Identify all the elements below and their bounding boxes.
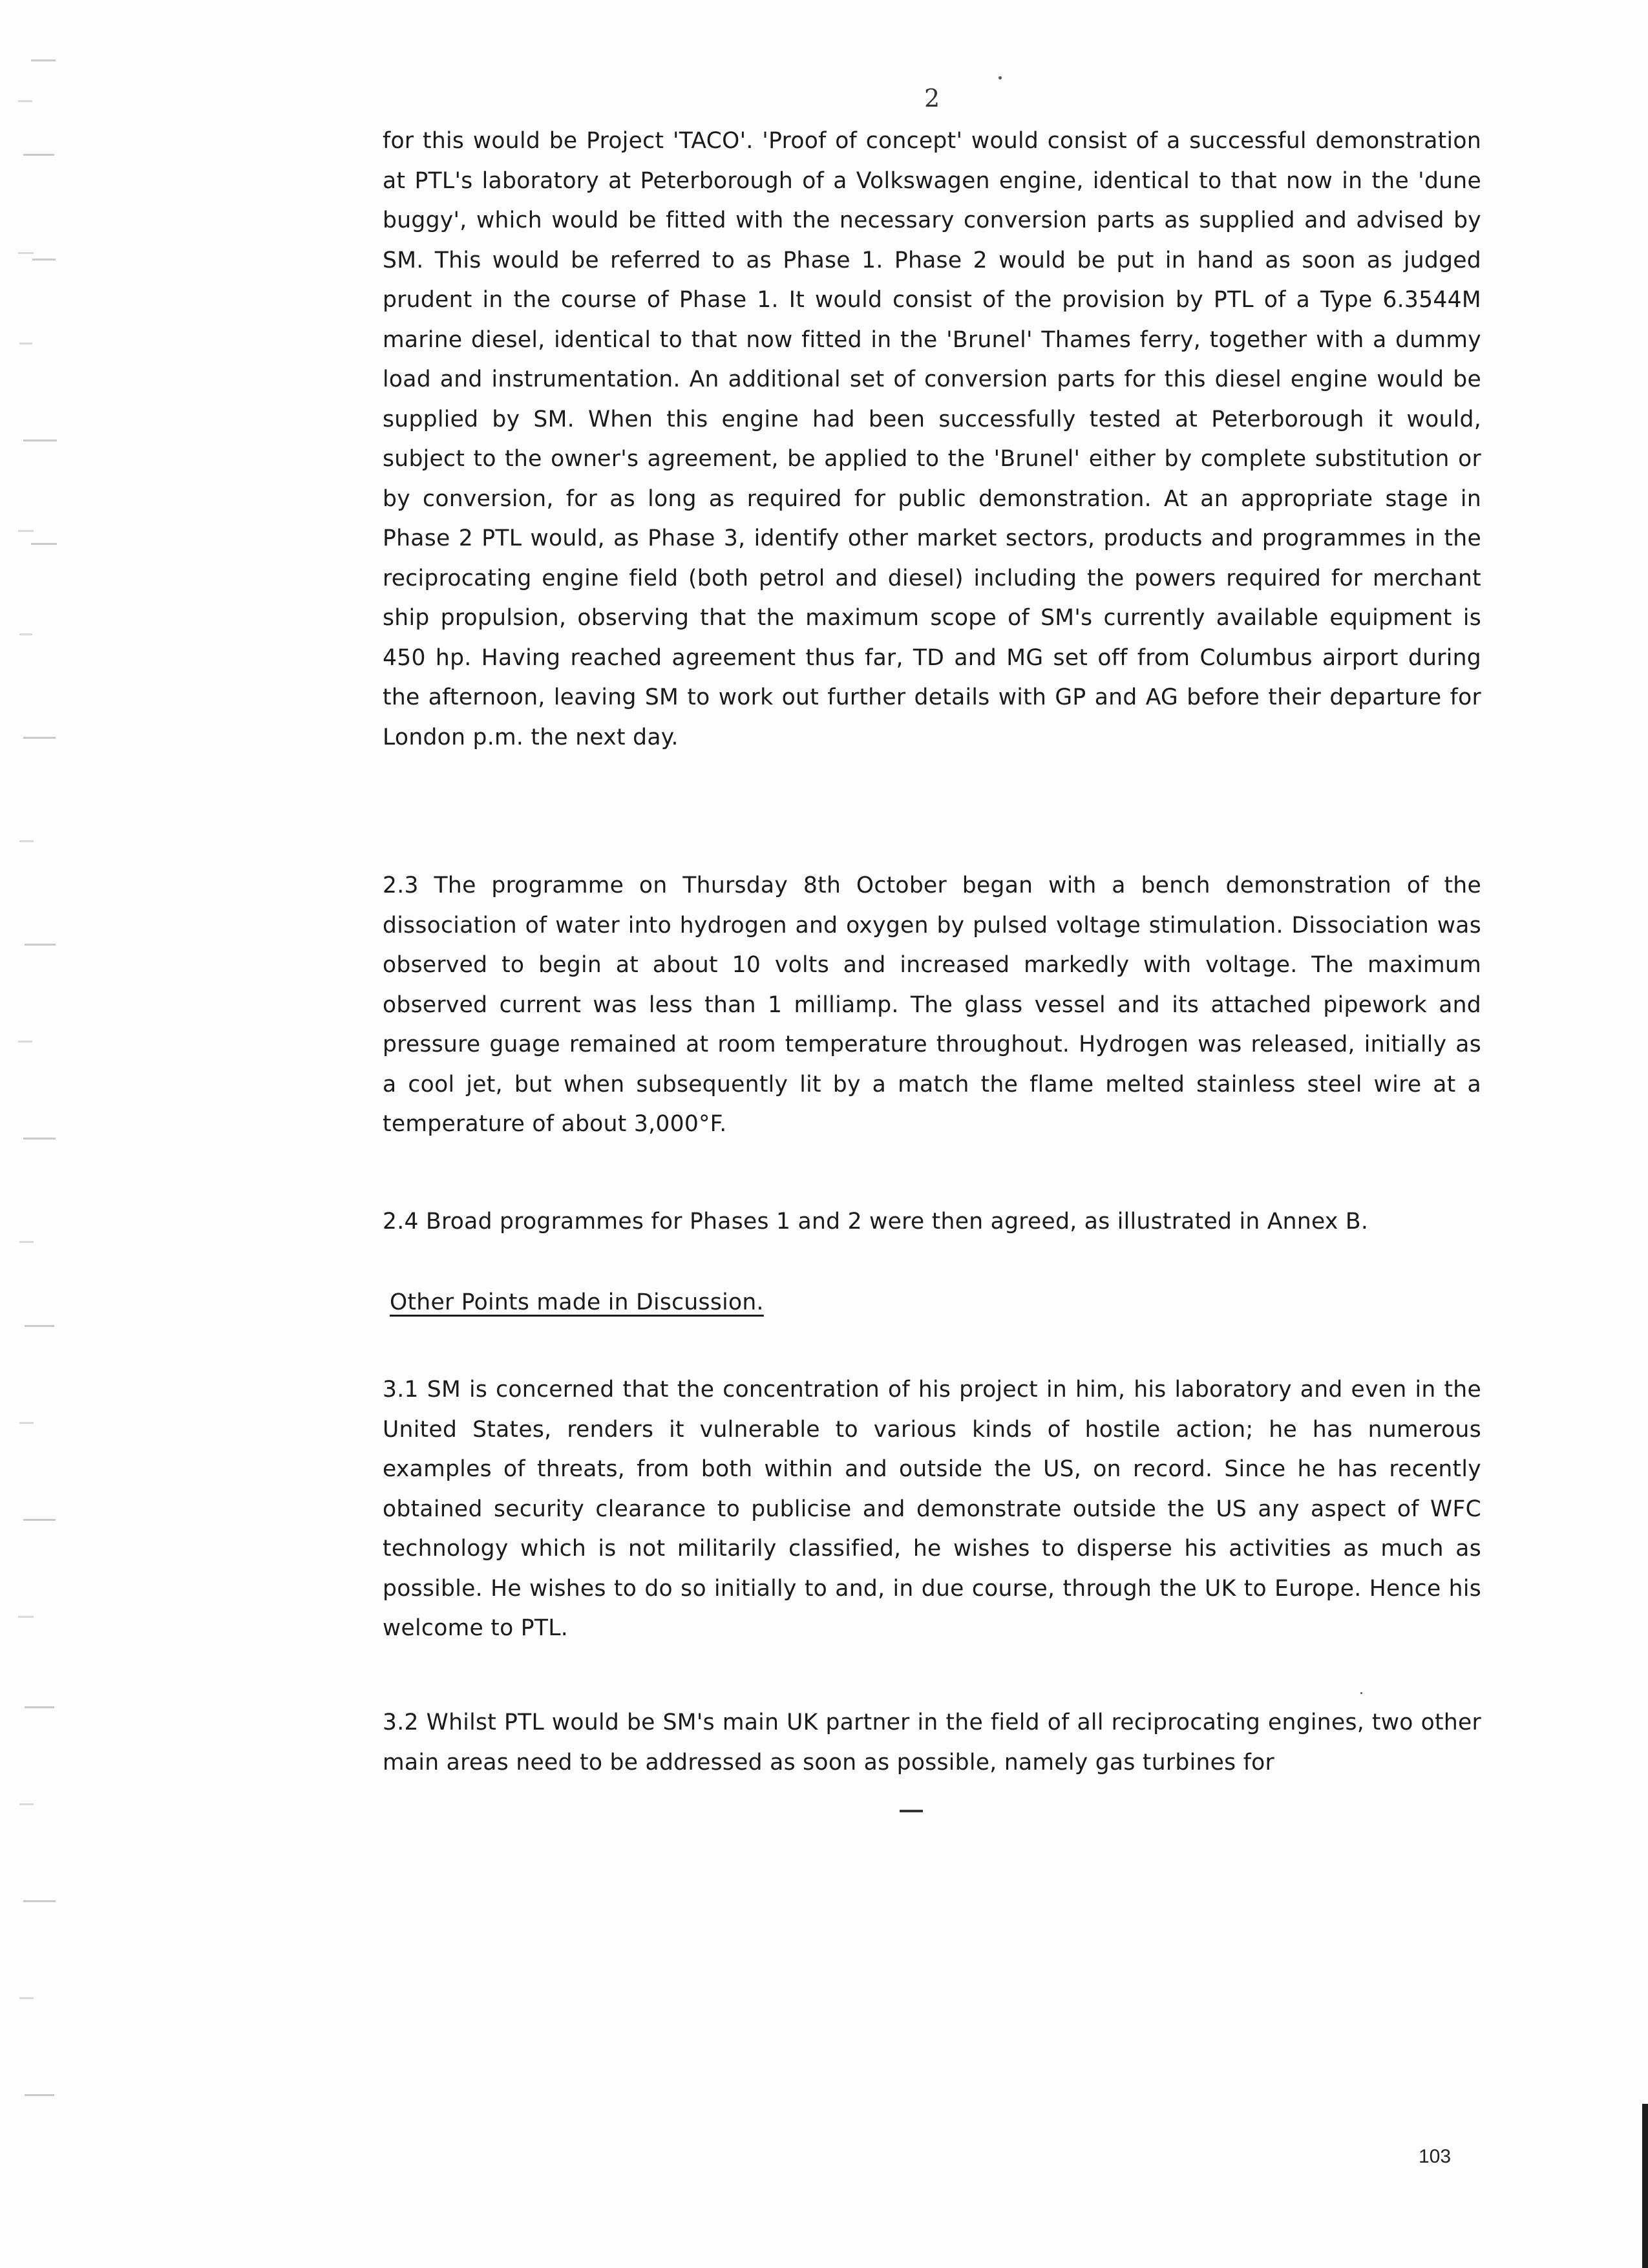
paragraph-3-1: 3.1 SM is concerned that the concentration of his project in him, his laboratory and even in the United States, renders it vulnerable to various kinds of hostile action; he has numerous examples of threats, from both within and outside the US, on record. Since he has recently obtained security clearance to publicise and demonstrate outside the US any aspect of WFC technology which is not militarily classified, he wishes to disperse his activities as much as possible. He wishes to do so initially to and, in due course, through the UK to Europe. Hence his welcome to PTL. bbox=[383, 1377, 1481, 1641]
paragraph-2-4: 2.4 Broad programmes for Phases 1 and 2 were then agreed, as illustrated in Annex B. bbox=[383, 1209, 1369, 1235]
scan-speck bbox=[1360, 1692, 1362, 1694]
page-number-top: 2 bbox=[924, 84, 940, 112]
scan-speck bbox=[998, 76, 1002, 79]
paragraph-3-2: 3.2 Whilst PTL would be SM's main UK partner in the field of all reciprocating engines, two other main areas need to be addressed as soon as possible, namely gas turbines for bbox=[383, 1710, 1481, 1775]
scan-edge-bar bbox=[1642, 2104, 1648, 2268]
section-heading-other-points: Other Points made in Discussion. bbox=[390, 1289, 764, 1315]
scan-dash-mark bbox=[900, 1810, 923, 1812]
paragraph-phases: for this would be Project 'TACO'. 'Proof of concept' would consist of a successful demonstration at PTL's laboratory at Peterborough of a Volkswagen engine, identical to that now in the 'dune buggy', which would be fitted with the necessary conversion parts as supplied and advised by SM. This would be referred to as Phase 1. Phase 2 would be put in hand as soon as judged prudent in the course of Phase 1. It would consist of the provision by PTL of a Type 6.3544M marine diesel, identical to that now fitted in the 'Brunel' Thames ferry, together with a dummy load and instrumentation. An additional set of conversion parts for this diesel engine would be supplied by SM. When this engine had been successfully tested at Peterborough it would, subject to the owner's agreement, be applied to the 'Brunel' either by complete substitution or by conversion, for as long as required for public demonstration. At an appropriate stage in Phase 2 PTL would, as Phase 3, identify other market sectors, products and programmes in the reciprocating engine field (both petrol and diesel) including the powers required for merchant ship propulsion, observing that the maximum scope of SM's currently available equipment is 450 hp. Having reached agreement thus far, TD and MG set off from Columbus airport during the afternoon, leaving SM to work out further details with GP and AG before their departure for London p.m. the next day. bbox=[383, 128, 1481, 750]
page-number-bottom: 103 bbox=[1419, 2146, 1452, 2167]
paragraph-2-3: 2.3 The programme on Thursday 8th October began with a bench demonstration of the dissociation of water into hydrogen and oxygen by pulsed voltage stimulation. Dissociation was observed to begin at about 10 volts and increased markedly with voltage. The maximum observed current was less than 1 milliamp. The glass vessel and its attached pipework and pressure guage remained at room temperature throughout. Hydrogen was released, initially as a cool jet, but when subsequently lit by a match the flame melted stainless steel wire at a temperature of about 3,000°F. bbox=[383, 873, 1481, 1137]
scan-edge-marks bbox=[5, 39, 57, 2172]
